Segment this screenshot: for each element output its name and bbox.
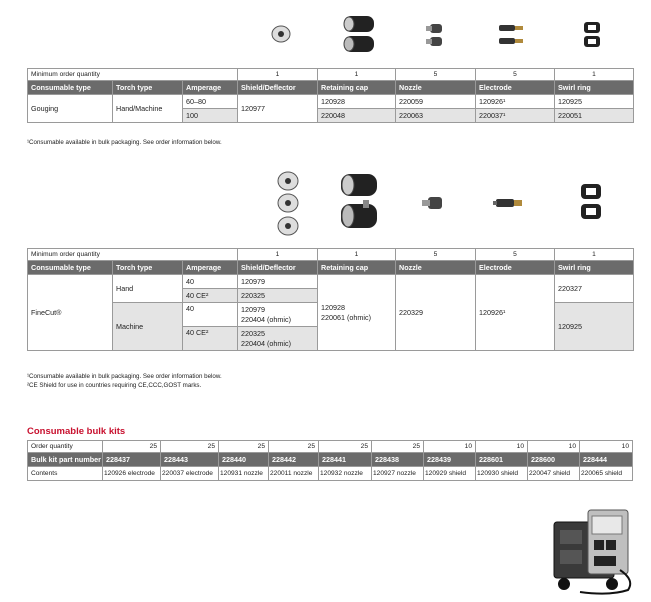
part-number: 228440: [219, 453, 269, 467]
swirl-ring-part-image: [581, 20, 603, 50]
contents-cell: 120926 electrode: [103, 467, 161, 481]
shield-line1: 220325: [241, 328, 265, 338]
shield: 120979: [238, 275, 318, 289]
part-number: 228444: [580, 453, 633, 467]
plasma-cutter-machine-image: [540, 500, 640, 596]
order-qty: 25: [269, 441, 319, 453]
part-number: 228601: [476, 453, 528, 467]
min-order-quantity-row: [28, 69, 634, 81]
order-quantity-row: [28, 441, 633, 453]
min-qty-cap: 1: [318, 249, 396, 261]
order-qty: 25: [103, 441, 161, 453]
amperage: 60–80: [183, 95, 238, 109]
order-qty: 10: [476, 441, 528, 453]
header-cell: Swirl ring: [555, 261, 634, 275]
part-label: Bulk kit part number: [28, 453, 103, 467]
finecut-electrode-part-image: [492, 196, 524, 210]
finecut-shield-part-image: [276, 170, 300, 240]
bulk-kits-table: [27, 440, 633, 481]
amperage: 40: [183, 275, 238, 289]
contents-cell: 120929 shield: [424, 467, 476, 481]
bulk-kits-title: Consumable bulk kits: [27, 426, 126, 437]
part-number: 228600: [528, 453, 580, 467]
order-qty: 25: [319, 441, 372, 453]
header-cell: Torch type: [113, 81, 183, 95]
order-qty: 10: [424, 441, 476, 453]
retaining-cap-line1: 120928: [321, 302, 345, 312]
torch-type-machine: Machine: [113, 303, 183, 351]
part-number: 228441: [319, 453, 372, 467]
contents-cell: 220037 electrode: [161, 467, 219, 481]
torch-type-hand: Hand: [113, 275, 183, 303]
contents-row: [28, 467, 633, 481]
finecut-table: [27, 248, 634, 351]
min-qty-shield: 1: [238, 69, 318, 81]
bulk-kit-part-number-row: [28, 453, 633, 467]
min-order-quantity-row: [28, 249, 634, 261]
nozzle: 220329: [396, 275, 476, 351]
part-number: 228437: [103, 453, 161, 467]
header-cell: Amperage: [183, 81, 238, 95]
finecut-footnotes: [27, 372, 222, 390]
contents-cell: 120930 shield: [476, 467, 528, 481]
table-row: [28, 275, 634, 289]
contents-cell: 120927 nozzle: [372, 467, 424, 481]
min-qty-label: Minimum order quantity: [28, 249, 238, 261]
retaining-cap-part-image: [338, 14, 380, 56]
header-cell: Nozzle: [396, 261, 476, 275]
table-row: [28, 95, 634, 109]
electrode: 120926¹: [476, 95, 555, 109]
shield: 220325: [238, 289, 318, 303]
amperage: 40: [183, 303, 238, 327]
header-cell: Nozzle: [396, 81, 476, 95]
gouging-table: [27, 68, 634, 123]
order-qty: 25: [372, 441, 424, 453]
contents-cell: 120931 nozzle: [219, 467, 269, 481]
contents-cell: 220065 shield: [580, 467, 633, 481]
finecut-nozzle-part-image: [420, 194, 446, 212]
electrode-part-image: [497, 22, 525, 50]
shield: [238, 303, 318, 327]
header-cell: Electrode: [476, 81, 555, 95]
consumable-type: Gouging: [28, 95, 113, 123]
swirl-ring: 120925: [555, 95, 634, 109]
min-qty-electrode: 5: [476, 249, 555, 261]
swirl-ring: 220051: [555, 109, 634, 123]
shield-line2: 220404 (ohmic): [241, 338, 291, 348]
header-row: [28, 81, 634, 95]
header-cell: Consumable type: [28, 81, 113, 95]
order-qty: 25: [161, 441, 219, 453]
finecut-footnote-2: ²CE Shield for use in countries requiring CE,CCC,GOST marks.: [27, 382, 202, 389]
shield-part-image: [270, 24, 292, 44]
swirl-ring-machine: 120925: [555, 303, 634, 351]
consumable-type: FineCut®: [28, 275, 113, 351]
part-number: 228439: [424, 453, 476, 467]
amperage: 100: [183, 109, 238, 123]
order-qty: 25: [219, 441, 269, 453]
retaining-cap: [318, 275, 396, 351]
min-qty-swirl: 1: [555, 69, 634, 81]
part-number: 228438: [372, 453, 424, 467]
electrode: 120926¹: [476, 275, 555, 351]
order-qty: 10: [528, 441, 580, 453]
header-row: [28, 261, 634, 275]
finecut-footnote-1: ¹Consumable available in bulk packaging. See order information below.: [27, 373, 222, 380]
finecut-retaining-cap-part-image: [335, 170, 383, 232]
torch-type: Hand/Machine: [113, 95, 183, 123]
contents-cell: 220047 shield: [528, 467, 580, 481]
retaining-cap-line2: 220061 (ohmic): [321, 312, 371, 322]
shield: 120977: [238, 95, 318, 123]
swirl-ring-hand: 220327: [555, 275, 634, 303]
order-qty: 10: [580, 441, 633, 453]
shield: [238, 327, 318, 351]
part-number: 228443: [161, 453, 219, 467]
contents-label: Contents: [28, 467, 103, 481]
nozzle-part-image: [424, 22, 446, 50]
min-qty-cap: 1: [318, 69, 396, 81]
retaining-cap: 120928: [318, 95, 396, 109]
part-number: 228442: [269, 453, 319, 467]
header-cell: Electrode: [476, 261, 555, 275]
min-qty-swirl: 1: [555, 249, 634, 261]
header-cell: Consumable type: [28, 261, 113, 275]
header-cell: Retaining cap: [318, 261, 396, 275]
header-cell: Retaining cap: [318, 81, 396, 95]
electrode: 220037¹: [476, 109, 555, 123]
amperage: 40 CE²: [183, 289, 238, 303]
header-cell: Shield/Deflector: [238, 261, 318, 275]
nozzle: 220063: [396, 109, 476, 123]
amperage: 40 CE²: [183, 327, 238, 351]
gouging-footnote: ¹Consumable available in bulk packaging. See order information below.: [27, 139, 222, 146]
shield-line1: 120979: [241, 304, 265, 314]
nozzle: 220059: [396, 95, 476, 109]
header-cell: Swirl ring: [555, 81, 634, 95]
contents-cell: 120932 nozzle: [319, 467, 372, 481]
contents-cell: 220011 nozzle: [269, 467, 319, 481]
min-qty-nozzle: 5: [396, 249, 476, 261]
retaining-cap: 220048: [318, 109, 396, 123]
min-qty-shield: 1: [238, 249, 318, 261]
header-cell: Torch type: [113, 261, 183, 275]
shield-line2: 220404 (ohmic): [241, 314, 291, 324]
order-qty-label: Order quantity: [28, 441, 103, 453]
finecut-swirl-ring-part-image: [578, 182, 604, 222]
min-qty-nozzle: 5: [396, 69, 476, 81]
header-cell: Shield/Deflector: [238, 81, 318, 95]
header-cell: Amperage: [183, 261, 238, 275]
min-qty-label: Minimum order quantity: [28, 69, 238, 81]
min-qty-electrode: 5: [476, 69, 555, 81]
